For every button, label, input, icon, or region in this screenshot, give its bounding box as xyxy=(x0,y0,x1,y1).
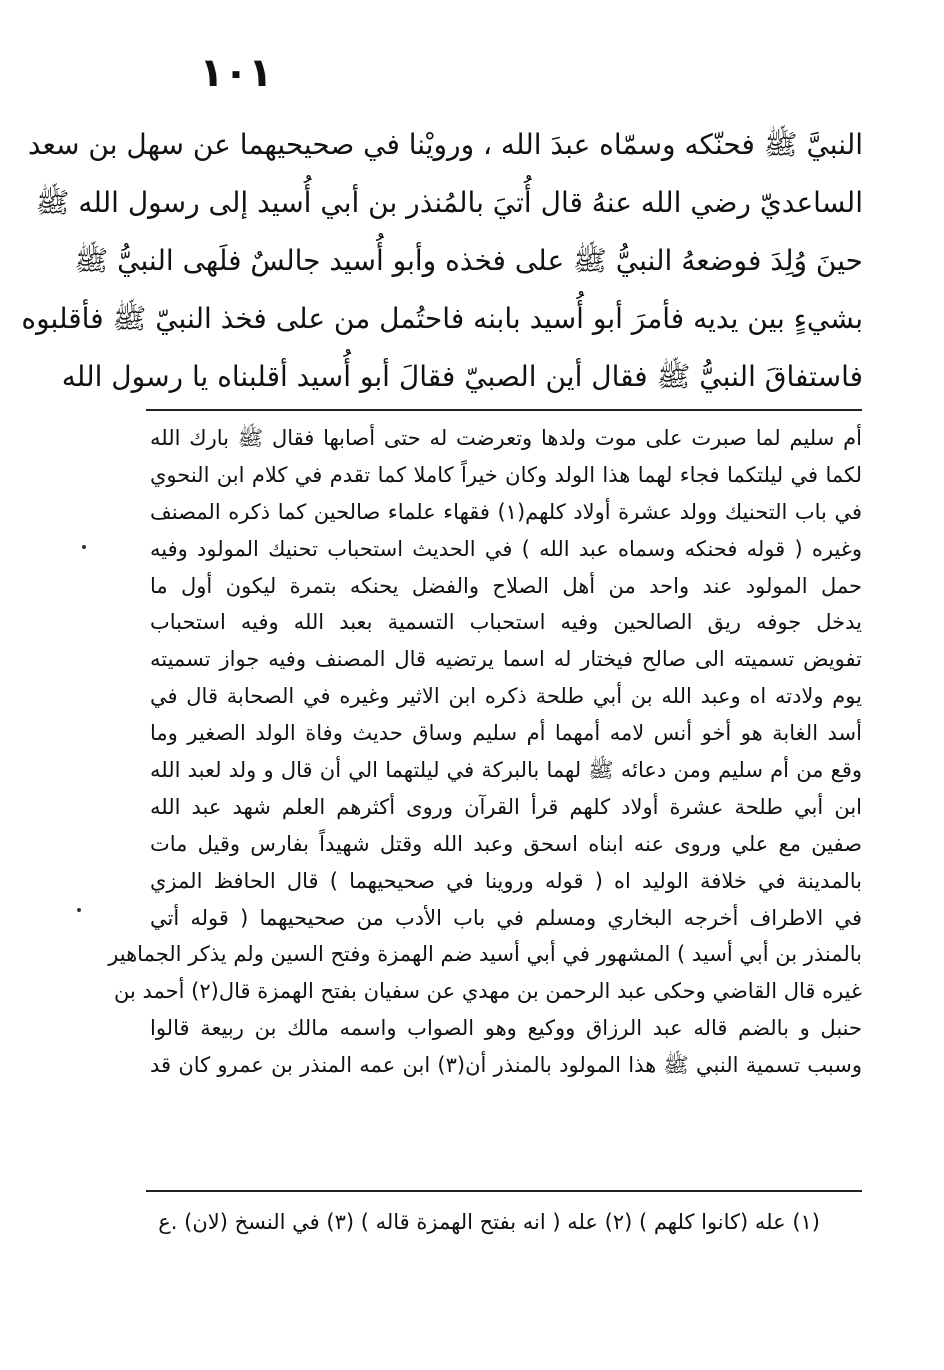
commentary-line: ابن أبي طلحة عشرة أولاد كلهم قرأ القرآن وروى أكثرهم العلم شهد عبد الله xyxy=(150,794,862,819)
scan-speck xyxy=(77,908,81,912)
commentary-line: وغيره ( قوله فحنكه وسماه عبد الله ) في الحديث استحباب تحنيك المولود وفيه xyxy=(150,536,862,561)
commentary-line: تفويض تسميته الى صالح فيختار له اسما يرتضيه قال المصنف وفيه جواز تسميته xyxy=(150,647,862,672)
main-text-line: حينَ وُلِدَ فوضعهُ النبيُّ ﷺ على فخذه وأبو أُسيد جالسٌ فلَهى النبيُّ ﷺ xyxy=(74,244,863,277)
separator-rule-top xyxy=(146,409,862,411)
commentary-line: في باب التحنيك وولد عشرة أولاد كلهم(١) فقهاء علماء صالحين كما ذكره المصنف xyxy=(150,499,862,524)
commentary-block xyxy=(108,420,862,1084)
commentary-line: أم سليم لما صبرت على موت ولدها وتعرضت له حتى أصابها فقال ﷺ بارك الله xyxy=(150,426,862,450)
commentary-line: حنبل و بالضم قاله عبد الرزاق ووكيع وهو الصواب واسمه مالك بن ربيعة قالوا xyxy=(150,1016,862,1041)
page-number: ١٠١ xyxy=(199,50,273,96)
main-text-block xyxy=(21,116,863,406)
footnote: (١) عله (كانوا كلهم ) (٢) عله ( انه بفتح الهمزة قاله ) (٣) في النسخ (لان) .ع xyxy=(158,1210,820,1234)
separator-rule-bottom xyxy=(146,1190,862,1192)
commentary-line: يدخل جوفه ريق الصالحين وفيه استحباب التسمية بعبد الله وفيه استحباب xyxy=(150,610,862,635)
commentary-line: وقع من أم سليم ومن دعائه ﷺ لهما بالبركة في ليلتهما الي أن قال و ولد لعبد الله xyxy=(150,758,862,783)
main-text-line: فاستفاقَ النبيُّ ﷺ فقال أين الصبيّ فقالَ أبو أُسيد أقلبناه يا رسول الله xyxy=(61,360,863,393)
commentary-line: في الاطراف أخرجه البخاري ومسلم في باب الأدب من صحيحيهما ( قوله أتي xyxy=(150,905,862,930)
commentary-line: أسد الغابة هو أخو أنس لامه أمهما أم سليم وساق حديث وفاة الولد الصغير وما xyxy=(150,721,862,746)
commentary-line: غيره قال القاضي وحكى عبد الرحمن بن مهدي عن سفيان بفتح الهمزة قال(٢) أحمد بن xyxy=(114,979,862,1004)
commentary-line: لكما في ليلتكما فجاء لهما هذا الولد وكان خيراً كاملا كما تقدم في كلام ابن النحوي xyxy=(150,462,862,487)
scan-speck xyxy=(82,545,86,549)
commentary-line: يوم ولادته اه وعبد الله بن أبي طلحة ذكره ابن الاثير وغيره في الصحابة قال في xyxy=(150,684,862,709)
commentary-line: بالمنذر بن أبي أسيد ) المشهور في أبي أسيد ضم الهمزة وفتح السين ولم يذكر الجماهير xyxy=(108,942,862,967)
main-text-line: بشيءٍ بين يديه فأمرَ أبو أُسيد بابنه فاحتُمل من على فخذ النبيّ ﷺ فأقلبوه xyxy=(21,302,863,335)
main-text-line: الساعديّ رضي الله عنهُ قال أُتيَ بالمُنذر بن أبي أُسيد إلى رسول الله ﷺ xyxy=(35,186,863,219)
commentary-line: صفين مع علي وروى عنه ابناه اسحق وعبد الله وقتل شهيداً بفارس وقيل مات xyxy=(150,831,862,856)
commentary-line: بالمدينة في خلافة الوليد اه ( قوله وروينا في صحيحيهما ) قال الحافظ المزي xyxy=(150,868,862,893)
commentary-line: حمل المولود عند واحد من أهل الصلاح والفضل يحنكه بتمرة ليكون أول ما xyxy=(150,573,862,598)
main-text-line: النبيَّ ﷺ فحنّكه وسمّاه عبدَ الله ، ورويْنا في صحيحيهما عن سهل بن سعد xyxy=(27,128,863,161)
commentary-line: وسبب تسمية النبي ﷺ هذا المولود بالمنذر أن(٣) ابن عمه المنذر بن عمرو كان قد xyxy=(150,1053,862,1078)
